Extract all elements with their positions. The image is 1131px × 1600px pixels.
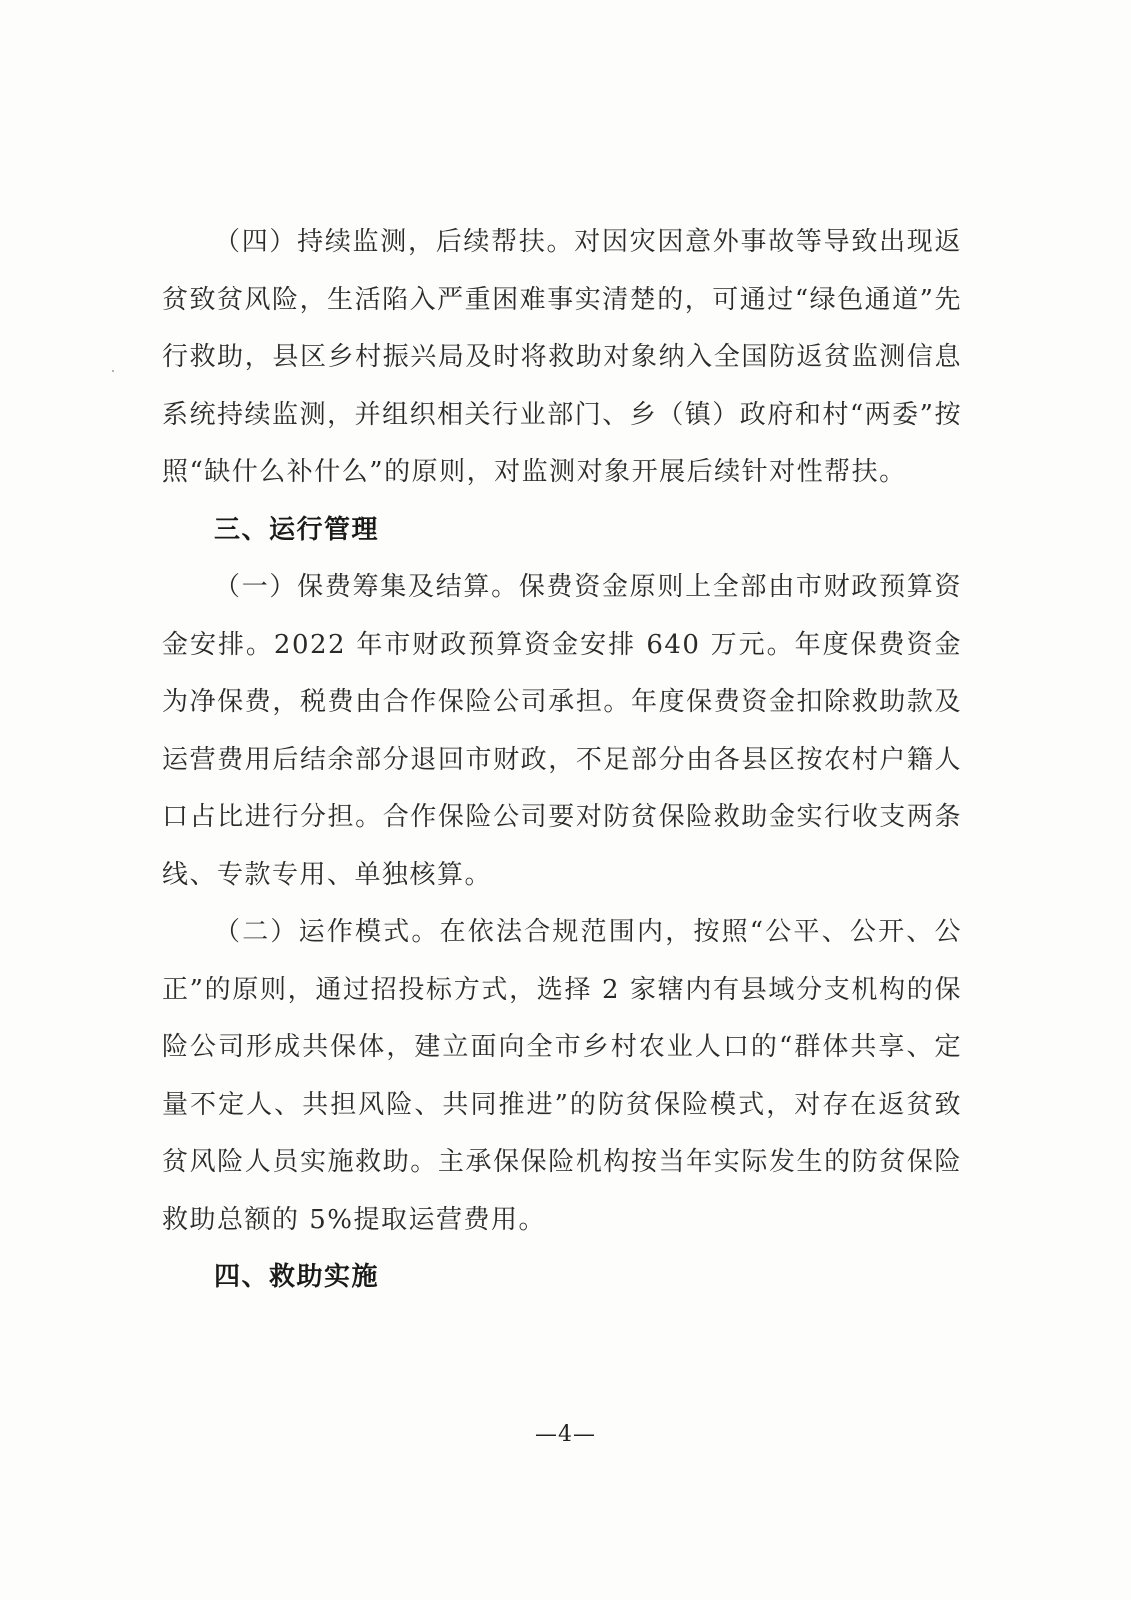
paragraph-operation-mode: （二）运作模式。在依法合规范围内，按照“公平、公开、公正”的原则，通过招投标方式，选择 2 家辖内有县域分支机构的保险公司形成共保体，建立面向全市乡村农业人口的“群体共享、定量不定人、共担风险、共同推进”的防贫保险模式，对存在返贫致贫风险人员实施救助。主承保保险机构按当年实际发生的防贫保险救助总额的 5%提取运营费用。 — [162, 917, 962, 1235]
page-number: —4— — [535, 1422, 596, 1447]
document-body — [162, 214, 962, 1307]
scan-speck — [112, 370, 114, 372]
paragraph-continuous-monitoring: （四）持续监测，后续帮扶。对因灾因意外事故等导致出现返贫致贫风险，生活陷入严重困难事实清楚的，可通过“绿色通道”先行救助，县区乡村振兴局及时将救助对象纳入全国防返贫监测信息系统持续监测，并组织相关行业部门、乡（镇）政府和村“两委”按照“缺什么补什么”的原则，对监测对象开展后续针对性帮扶。 — [162, 227, 962, 487]
paragraph-premium-collection: （一）保费筹集及结算。保费资金原则上全部由市财政预算资金安排。2022 年市财政预算资金安排 640 万元。年度保费资金为净保费，税费由合作保险公司承担。年度保费资金扣除救助款及运营费用后结余部分退回市财政，不足部分由各县区按农村户籍人口占比进行分担。合作保险公司要对防贫保险救助金实行收支两条线、专款专用、单独核算。 — [162, 572, 962, 890]
section-heading-operation-management: 三、运行管理 — [214, 514, 380, 545]
section-heading-relief-implementation: 四、救助实施 — [214, 1262, 380, 1292]
